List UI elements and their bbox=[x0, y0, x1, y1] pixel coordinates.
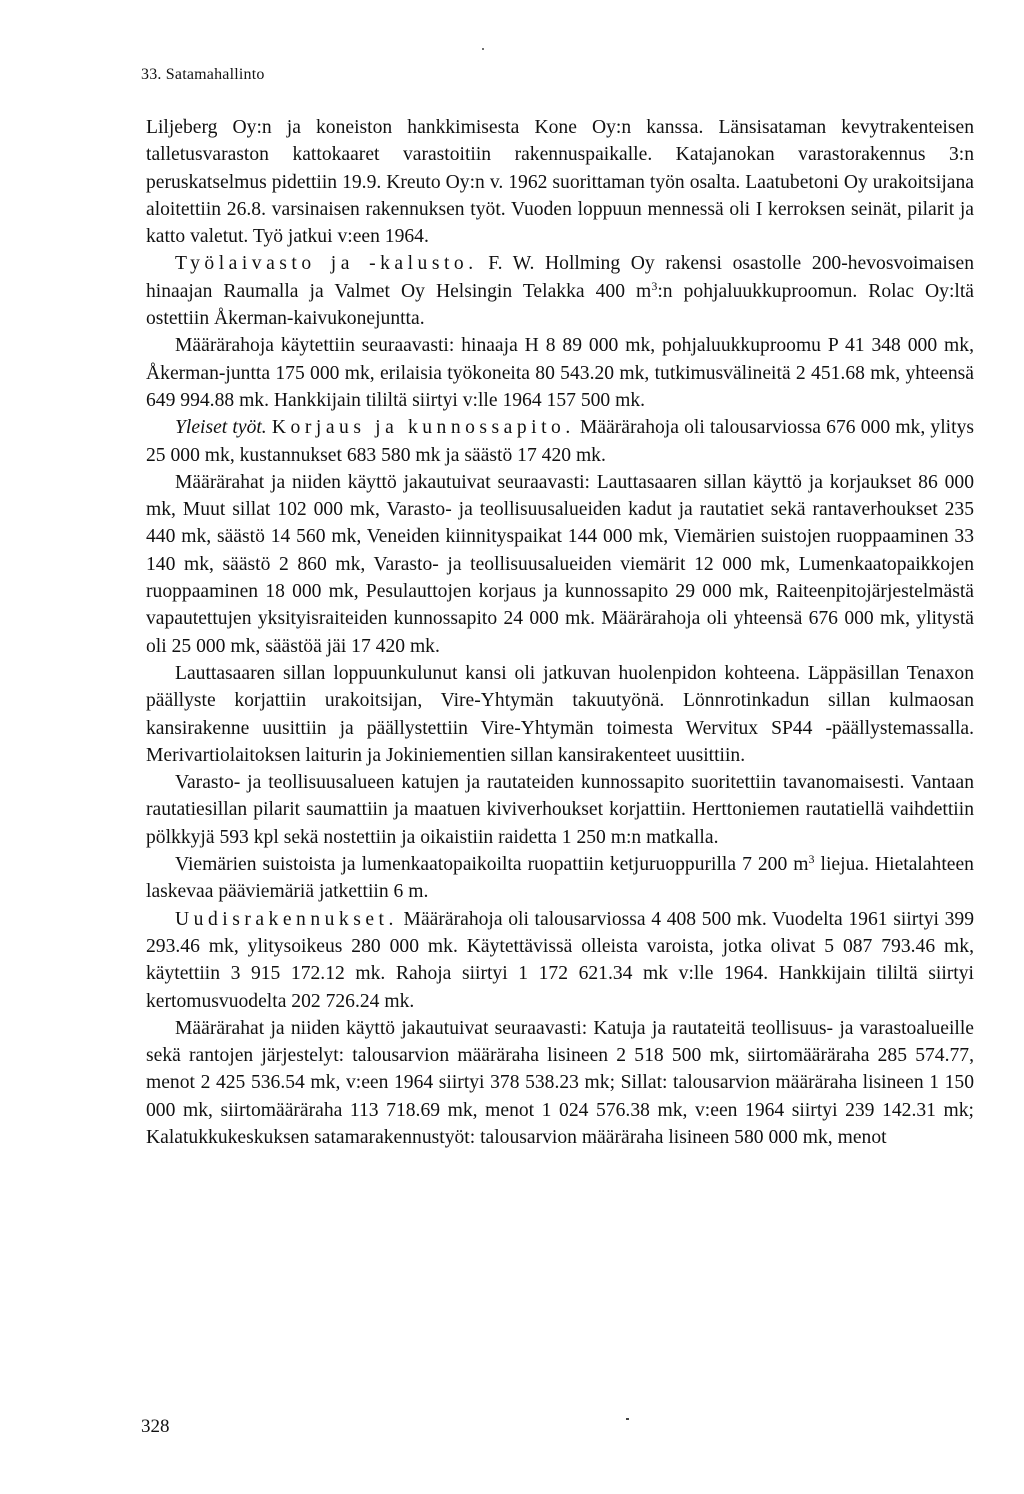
paragraph-7: Varasto- ja teollisuusalueen katujen ja rautateiden kunnossapito suoritettiin tavanomaisesti. Vantaan rautatiesillan pilarit saumattiin ja maatuen kiviverhoukset korjattiin. Herttoniemen rautatiellä vaihdettiin pölkkyjä 593 kpl sekä nostettiin ja oikaistiin raidetta 1 250 m:n matkalla. bbox=[146, 772, 974, 848]
section-heading-yleiset-tyot: Yleiset työt. bbox=[175, 417, 267, 439]
paragraph-2-text-b: :n pohjaluukkuproomun. Rolac Oy:ltä ostettiin Åkerman-kaivukonejuntta. bbox=[146, 280, 974, 330]
page-number: 328 bbox=[141, 1416, 170, 1437]
paragraph-9 bbox=[146, 906, 974, 1015]
paragraph-1: Liljeberg Oy:n ja koneiston hankkimisesta Kone Oy:n kanssa. Länsisataman kevytrakenteisen talletusvaraston kattokaaret varastoitiin rakennuspaikalle. Katajanokan varastorakennus 3:n peruskatselmus pidettiin 19.9. Kreuto Oy:n v. 1962 suorittaman työn osalta. Laatubetoni Oy urakoitsijana aloitettiin 26.8. varsinaisen rakennuksen työt. Vuoden loppuun mennessä oli I kerroksen seinät, pilarit ja katto valetut. Työ jatkui v:een 1964. bbox=[146, 117, 974, 248]
paragraph-5: Määrärahat ja niiden käyttö jakautuivat seuraavasti: Lauttasaaren sillan käyttö ja korjaukset 86 000 mk, Muut sillat 102 000 mk, Varasto- ja teollisuusalueiden kadut ja rautatiet sekä rantaverhoukset 235 440 mk, säästö 14 560 mk, Veneiden kiinnityspaikat 144 000 mk, Viemärien suistojen ruoppaaminen 33 140 mk, säästö 2 860 mk, Varasto- ja teollisuusalueiden viemärit 12 000 mk, Lumenkaatopaikkojen ruoppaaminen 18 000 mk, Pesulauttojen korjaus ja kunnossapito 29 000 mk, Raiteenpitojärjestelmästä vapautettujen yksityisraiteiden kunnossapito 24 000 mk. Määrärahoja oli yhteensä 676 000 mk, ylitystä oli 25 000 mk, säästöä jäi 17 420 mk. bbox=[146, 471, 974, 657]
section-heading-tyolaivasto: Työlaivasto ja -kalusto. bbox=[175, 253, 478, 275]
paragraph-8-text-a: Viemärien suistoista ja lumenkaatopaikoilta ruopattiin ketjuruoppurilla 7 200 m bbox=[175, 854, 809, 876]
superscript-3: 3 bbox=[808, 852, 815, 867]
paragraph-8-text-b: liejua. Hietalahteen laskevaa pääviemäriä jatkettiin 6 m. bbox=[146, 854, 974, 903]
paragraph-2-text-a: F. W. Hollming Oy rakensi osastolle 200-hevosvoimaisen hinaajan Raumalla ja Valmet Oy Helsingin Telakka 400 m bbox=[146, 253, 974, 302]
print-mark-bottom bbox=[626, 1418, 629, 1420]
running-head: 33. Satamahallinto bbox=[141, 66, 265, 83]
superscript-3: 3 bbox=[651, 278, 658, 293]
paragraph-3: Määrärahoja käytettiin seuraavasti: hinaaja H 8 89 000 mk, pohjaluukkuproomu P 41 348 000 mk, Åkerman-juntta 175 000 mk, erilaisia työkoneita 80 543.20 mk, tutkimusvälineitä 2 451.68 mk, yhteensä 649 994.88 mk. Hankkijain tililtä siirtyi v:lle 1964 157 500 mk. bbox=[146, 335, 974, 411]
section-heading-uudisrakennukset: Uudisrakennukset. bbox=[175, 908, 398, 930]
print-mark-top bbox=[482, 48, 484, 50]
paragraph-8 bbox=[146, 851, 974, 906]
paragraph-4-text: Määrärahoja oli talousarviossa 676 000 mk, ylitys 25 000 mk, kustannukset 683 580 mk ja säästö 17 420 mk. bbox=[146, 417, 974, 466]
section-heading-korjaus: Korjaus ja kunnossapito. bbox=[271, 417, 575, 439]
paragraph-10: Määrärahat ja niiden käyttö jakautuivat seuraavasti: Katuja ja rautateitä teollisuus- ja varastoalueille sekä rantojen järjestelyt: talousarvion määräraha lisineen 2 518 500 mk, siirtomääräraha 285 574.77, menot 2 425 536.54 mk, v:een 1964 siirtyi 378 538.23 mk; Sillat: talousarvion määräraha lisineen 1 150 000 mk, siirtomääräraha 113 718.69 mk, menot 1 024 576.38 mk, v:een 1964 siirtyi 239 142.31 mk; Kalatukkukeskuksen satamarakennustyöt: talousarvion määräraha lisineen 580 000 mk, menot bbox=[146, 1017, 974, 1148]
paragraph-6: Lauttasaaren sillan loppuunkulunut kansi oli jatkuvan huolenpidon kohteena. Läppäsillan Tenaxon päällyste korjattiin urakoitsijan, Vire-Yhtymän takuutyönä. Lönnrotinkadun sillan kulmaosan kansirakenne uusittiin ja päällystettiin Vire-Yhtymän toimesta Wervitux SP44 -päällystemassalla. Merivartiolaitoksen laiturin ja Jokiniementien sillan kansirakenteet uusittiin. bbox=[146, 662, 974, 766]
paragraph-2 bbox=[146, 250, 974, 332]
paragraph-9-text: Määrärahoja oli talousarviossa 4 408 500 mk. Vuodelta 1961 siirtyi 399 293.46 mk, ylitysoikeus 280 000 mk. Käytettävissä olleista varoista, jotka olivat 5 087 793.46 mk, käytettiin 3 915 172.12 mk. Rahoja siirtyi 1 172 621.34 mk v:lle 1964. Hankkijain tililtä siirtyi kertomusvuodelta 202 726.24 mk. bbox=[146, 908, 974, 1012]
body-text bbox=[146, 114, 974, 1151]
paragraph-4 bbox=[146, 414, 974, 469]
